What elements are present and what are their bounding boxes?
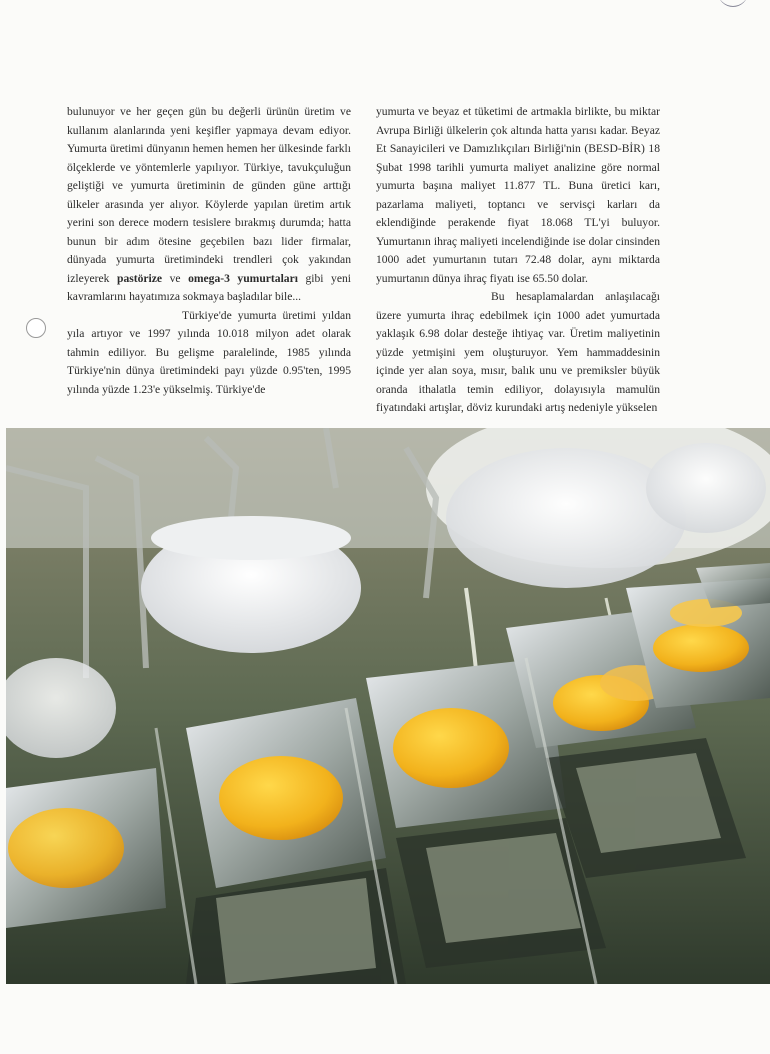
left-paragraph-1-ending: gibi yeni kavramlarını hayatımıza sokmaya başladılar bile... [67,271,351,303]
conjunction-text: ve [169,271,181,285]
left-paragraph-1-text: bulunuyor ve her geçen gün bu değerli ürünün üretim ve kullanım alanlarında yeni keşifler yapmaya devam ediyor. Yumurta üretimi dünyanın hemen hemen her ülkesinde farklı ölçeklerde ve yöntemlerle yapılıyor. Türkiye, tavukçuluğun geliştiği ve yumurta üretiminin de günden güne arttığı ülkeler arasında yer alıyor. Köylerde yapılan üretim artık yerini son derece modern tesislere bırakmış durumda; hatta bunun bir adım ötesine geçebilen bazı lider firmalar, dünyada yumurta üretimindeki trendleri çok yakından izleyerek [67,105,351,285]
right-paragraph-1: yumurta ve beyaz et tüketimi de artmakla birlikte, bu miktar Avrupa Birliği ülkelerin çok altında hatta yarısı kadar. Beyaz Et Sanayicileri ve Damızlıkçıları Birliği'nin (BESD-BİR) 18 Şubat 1998 tarihli yumurta maliyet analizine göre normal yumurta başına maliyet 11.877 TL. Buna üretici karı, pazarlama maliyeti, toptancı ve servisçi karları da eklendiğinde perakende fiyat 18.068 TL'yi buluyor. Yumurtanın ihraç maliyeti incelendiğinde ise dolar cinsinden 1000 adet yumurtanın tutarı 72.48 dolar, aynı miktarda yumurtanın dünya ihraç fiyatı ise 65.50 dolar. [376,105,660,285]
left-paragraph-1 [67,103,351,307]
egg-processing-photo [6,428,770,984]
right-text-column [376,103,660,418]
left-text-column [67,103,351,399]
egg-processing-illustration [6,428,770,984]
bold-term-pasteurized: pastörize [117,271,163,285]
left-paragraph-2: Türkiye'de yumurta üretimi yıldan yıla artıyor ve 1997 yılında 10.018 milyon adet olarak tahmin ediliyor. Bu gelişme paralelinde, 1985 yılında Türkiye'nin dünya üretimindeki payı yüzde 0.95'ten, 1995 yılında yüzde 1.23'e yükselmiş. Türkiye'de [67,308,351,396]
corner-mark [718,0,748,7]
punch-hole [26,318,46,338]
bold-term-omega3: omega-3 yumurtaları [188,271,298,285]
right-paragraph-2: Bu hesaplamalardan anlaşılacağı üzere yumurta ihraç edebilmek için 1000 adet yumurtada yaklaşık 6.98 dolar desteğe ihtiyaç var. Üretim maliyetinin yüzde yetmişini yem oluşturuyor. Yem hammaddesinin içinde yer alan soya, mısır, balık unu ve premiksler büyük oranda ithalatla temin ediliyor, dolayısıyla mamulün fiyatındaki artışlar, döviz kurundaki artış nedeniyle yükselen [376,290,660,414]
